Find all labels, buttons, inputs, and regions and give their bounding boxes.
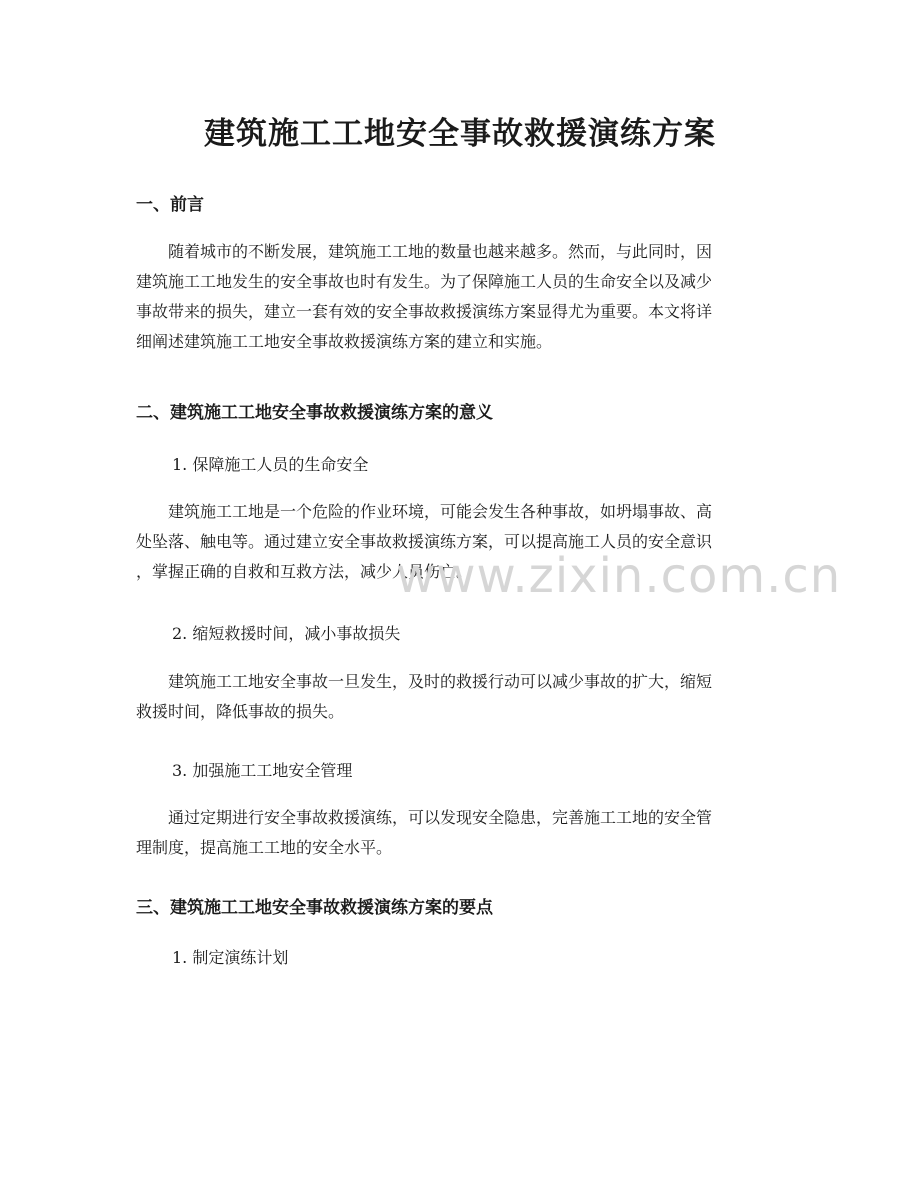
section-heading-key-points: 三、建筑施工工地安全事故救援演练方案的要点: [136, 898, 493, 918]
paragraph-line: 建筑施工工地发生的安全事故也时有发生。为了保障施工人员的生命安全以及减少: [136, 272, 713, 291]
subitem-title: 2. 缩短救援时间，减小事故损失: [172, 624, 401, 643]
subitem-title: 3. 加强施工工地安全管理: [172, 761, 353, 780]
paragraph-line: 理制度，提高施工工地的安全水平。: [136, 838, 393, 857]
subitem-paragraph: [136, 667, 786, 727]
section-heading-preface: 一、前言: [136, 195, 204, 215]
section-heading-significance: 二、建筑施工工地安全事故救援演练方案的意义: [136, 403, 493, 423]
paragraph-line: 救援时间，降低事故的损失。: [136, 702, 345, 721]
subitem-title: 1. 制定演练计划: [172, 948, 289, 967]
paragraph-line: 建筑施工工地是一个危险的作业环境，可能会发生各种事故，如坍塌事故、高: [168, 502, 713, 521]
paragraph-line: 随着城市的不断发展，建筑施工工地的数量也越来越多。然而，与此同时，因: [168, 242, 713, 261]
watermark: www.zixin.com.cn: [396, 548, 842, 604]
preface-paragraph: [136, 237, 786, 357]
paragraph-line: 事故带来的损失，建立一套有效的安全事故救援演练方案显得尤为重要。本文将详: [136, 302, 713, 321]
subitem-paragraph: [136, 497, 786, 587]
paragraph-line: ，掌握正确的自救和互救方法，减少人员伤亡。: [136, 562, 473, 581]
paragraph-line: 建筑施工工地安全事故一旦发生，及时的救援行动可以减少事故的扩大，缩短: [168, 672, 713, 691]
subitem-paragraph: [136, 803, 786, 863]
paragraph-line: 细阐述建筑施工工地安全事故救援演练方案的建立和实施。: [136, 332, 553, 351]
paragraph-line: 处坠落、触电等。通过建立安全事故救援演练方案，可以提高施工人员的安全意识: [136, 532, 713, 551]
subitem-title: 1. 保障施工人员的生命安全: [172, 455, 369, 474]
paragraph-line: 通过定期进行安全事故救援演练，可以发现安全隐患，完善施工工地的安全管: [168, 808, 713, 827]
document-title: 建筑施工工地安全事故救援演练方案: [204, 116, 716, 152]
